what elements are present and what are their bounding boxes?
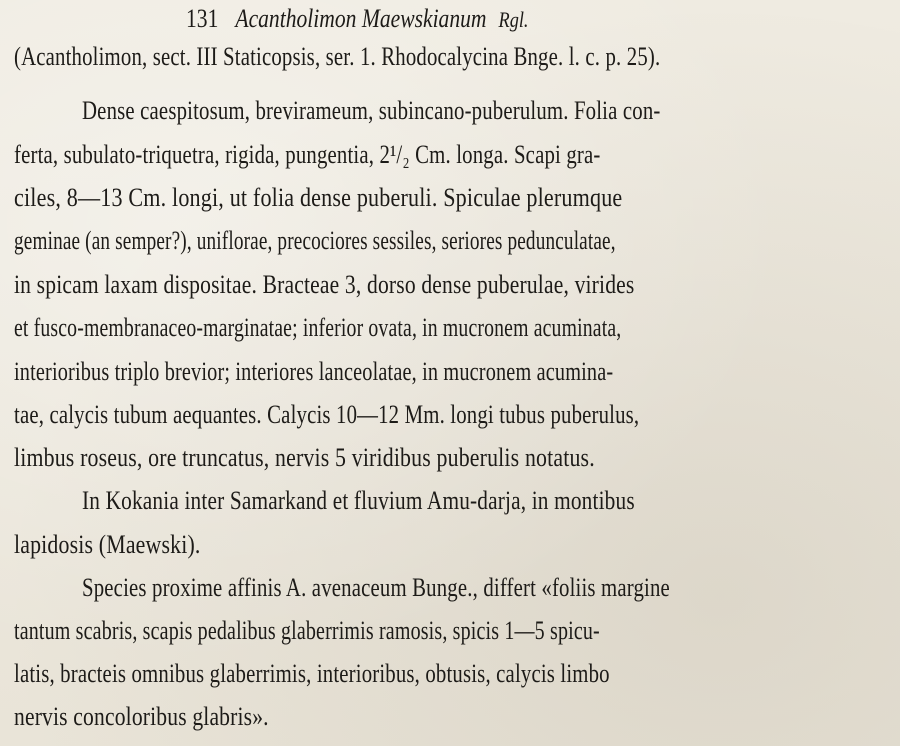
body-line: Dense caespitosum, brevirameum, subincano-puberulum. Folia con- [82, 96, 661, 125]
body-line: latis, bracteis omnibus glaberrimis, interioribus, obtusis, calycis limbo [14, 659, 610, 688]
body-line: In Kokania inter Samarkand et fluvium Amu-darja, in montibus [82, 486, 635, 515]
body-line: Species proxime affinis A. avenaceum Bunge., differt «foliis margine [82, 573, 670, 602]
body-line: in spicam laxam dispositae. Bracteae 3, dorso dense puberulae, virides [14, 270, 635, 299]
entry-number: 131 [186, 4, 219, 33]
body-line: lapidosis (Maewski). [14, 530, 201, 559]
body-line: tantum scabris, scapis pedalibus glaberrimis ramosis, spicis 1—5 spicu- [14, 616, 600, 645]
species-author: Rgl. [498, 7, 529, 32]
body-line: ferta, subulato-triquetra, rigida, pungentia, 2¹/₂ Cm. longa. Scapi gra- [14, 140, 601, 169]
species-name: Acantholimon Maewskianum [235, 4, 487, 33]
classification-line: (Acantholimon, sect. III Staticopsis, ser. 1. Rhodocalycina Bnge. l. c. p. 25). [14, 42, 661, 71]
body-line: et fusco-membranaceo-marginatae; inferior ovata, in mucronem acuminata, [14, 313, 622, 342]
body-line: ciles, 8—13 Cm. longi, ut folia dense puberuli. Spiculae plerumque [14, 183, 623, 212]
body-line: tae, calycis tubum aequantes. Calycis 10—12 Mm. longi tubus puberulus, [14, 400, 640, 429]
body-line: limbus roseus, ore truncatus, nervis 5 viridibus puberulis notatus. [14, 443, 595, 472]
body-line: nervis concoloribus glabris». [14, 702, 269, 731]
entry-heading [186, 4, 528, 34]
body-line: geminae (an semper?), uniflorae, precociores sessiles, seriores pedunculatae, [14, 226, 616, 255]
body-line: interioribus triplo brevior; interiores lanceolatae, in mucronem acumina- [14, 357, 614, 386]
